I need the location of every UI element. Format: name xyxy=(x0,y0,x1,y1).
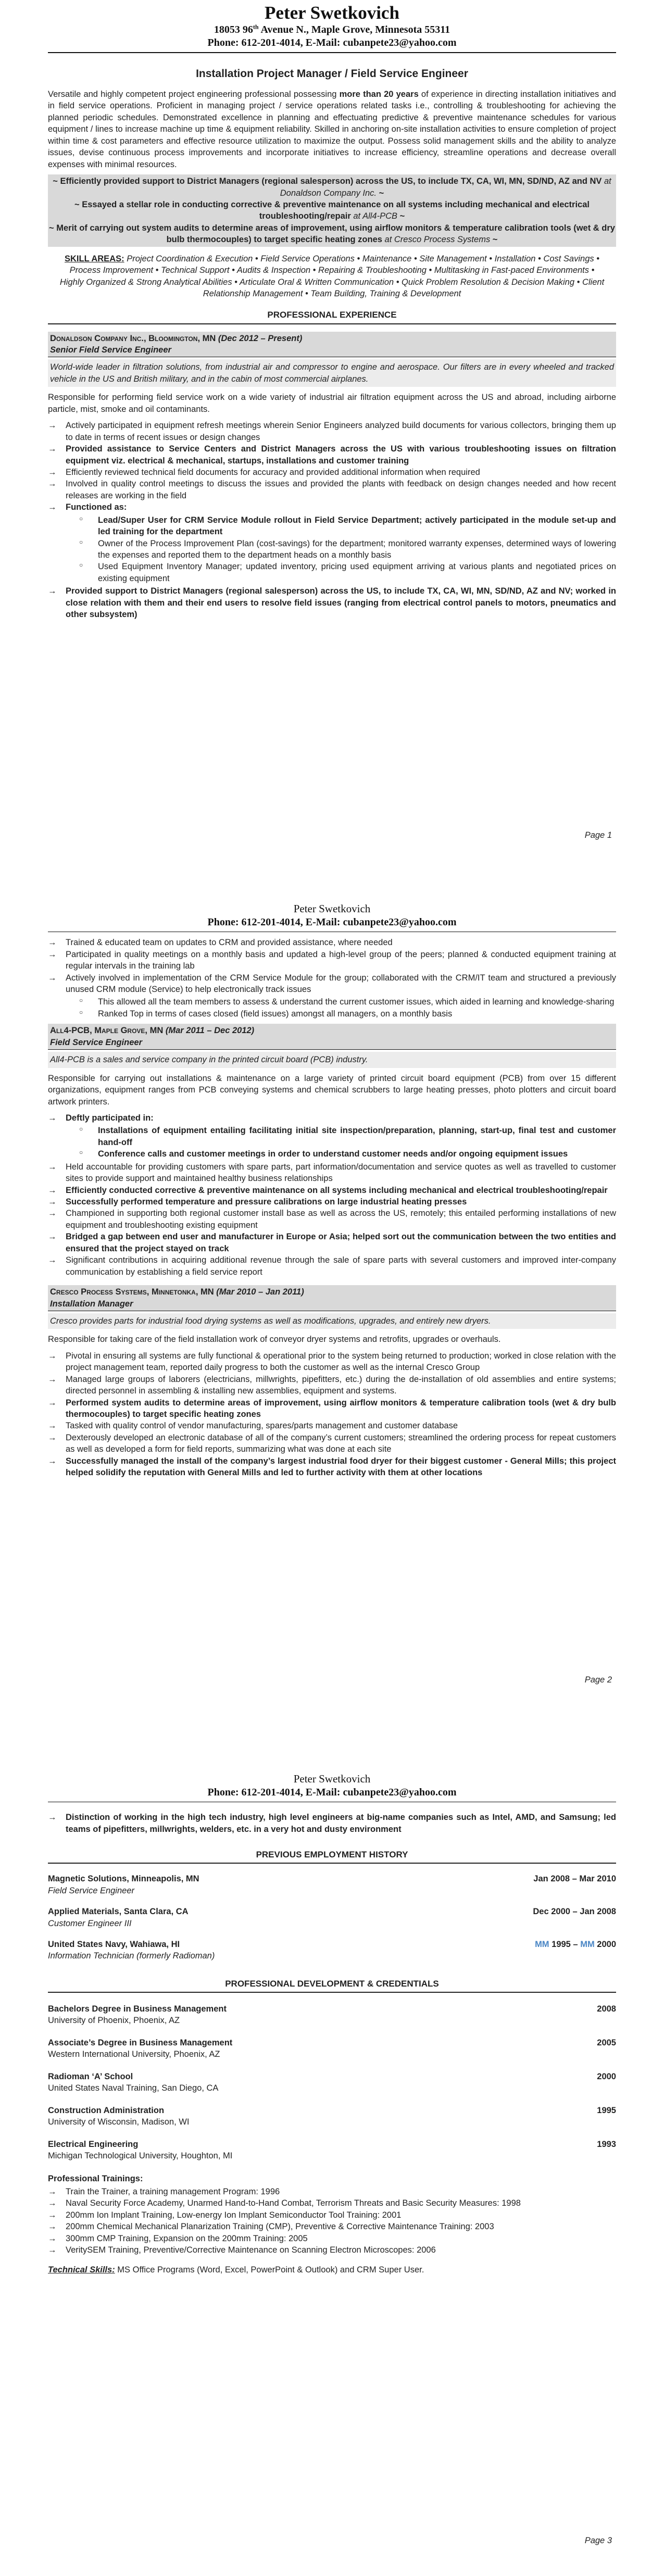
history-row: Applied Materials, Santa Clara, CA Customer Engineer III Dec 2000 – Jan 2008 xyxy=(48,1907,616,1928)
bullet-list xyxy=(48,420,616,620)
list-item: → VeritySEM Training, Preventive/Corrective Maintenance on Scanning Electron Microscopes: 2006 xyxy=(48,2244,616,2256)
resume-header xyxy=(48,3,616,49)
list-item: → 200mm Chemical Mechanical Planarization Training (CMP), Preventive & Corrective Maintenance Training: 2003 xyxy=(48,2221,616,2232)
trainings-list xyxy=(48,2186,616,2256)
candidate-name: Peter Swetkovich xyxy=(265,3,399,23)
list-item: → Actively involved in implementation of the CRM Service Module for the group; collaborated with the CRM/IT team and structured a previously unused CRM module (Service) to help electronically track issues ○ This allowed all the team members to assess & understand the current customer issues, which aided in learning and knowledge-sharing ○ Ranked Top in terms of cases closed (field issues) amongst all managers, on a monthly basis xyxy=(48,972,616,1020)
list-item: → 300mm CMP Training, Expansion on the 200mm Training: 2005 xyxy=(48,2233,616,2244)
page-header xyxy=(48,902,616,929)
contact-line: Phone: 612-201-4014, E-Mail: cubanpete23@yahoo.com xyxy=(207,916,457,928)
list-item: → Participated in quality meetings on a monthly basis and updated a high-level group of the peers; planned & conducted equipment training at regular intervals in the training lab xyxy=(48,949,616,972)
list-item: → Managed large groups of laborers (electricians, millwrights, pipefitters, etc.) during the de-installation of old assemblies and entire systems; directed personnel in assembling & installing new assemblies, equipment and systems. xyxy=(48,1374,616,1397)
sub-list-item: ○ Ranked Top in terms of cases closed (field issues) amongst all managers, on a monthly basis xyxy=(79,1008,616,1020)
job-header-cresco: Cresco Process Systems, Minnetonka, MN (Mar 2010 – Jan 2011) Installation Manager xyxy=(48,1285,616,1311)
section-heading-history: PREVIOUS EMPLOYMENT HISTORY xyxy=(48,1849,616,1864)
candidate-name: Peter Swetkovich xyxy=(293,1773,371,1785)
highlight-item: ~ Essayed a stellar role in conducting corrective & preventive maintenance on all systems including mechanical and electrical troubleshooting/repair at All4-PCB ~ xyxy=(74,199,590,221)
resume-page-1 xyxy=(0,0,664,863)
education-row: Associate’s Degree in Business Management Western International University, Phoenix, AZ 2005 xyxy=(48,2038,616,2059)
list-item: → Trained & educated team on updates to CRM and provided assistance, where needed xyxy=(48,937,616,948)
list-item: → Held accountable for providing customers with spare parts, part information/documentation and service quotes as well as travelled to customer sites to provide support and maintained healthy business relationships xyxy=(48,1161,616,1185)
education-row: Construction Administration University of Wisconsin, Madison, WI 1995 xyxy=(48,2105,616,2127)
resume-title: Installation Project Manager / Field Service Engineer xyxy=(196,67,468,80)
page-header xyxy=(48,1772,616,1799)
sub-list-item: ○ Installations of equipment entailing facilitating initial site inspection/preparation, planning, start-up, final test and customer hand-off xyxy=(79,1125,616,1148)
sub-list xyxy=(79,996,616,1020)
list-item: → Efficiently reviewed technical field documents for accuracy and provided additional information when required xyxy=(48,467,616,478)
bullet-list xyxy=(48,1112,616,1278)
sub-list-item: ○ Owner of the Process Improvement Plan (cost-savings) for the department; monitored warranty expenses, determined ways of lowering the expenses and reported them to the department heads on a monthly basis xyxy=(79,538,616,561)
sub-list-item: ○ Used Equipment Inventory Manager; updated inventory, pricing used equipment arriving at various plants and negotiated prices on existing equipment xyxy=(79,561,616,584)
job-responsibility: Responsible for carrying out installations & maintenance on a large variety of printed circuit board equipment (PCB) from over 15 different organizations, equipment ranges from PCB conveying systems and chemical scrubbers to large heating presses, photo plotters and circuit board artwork printers. xyxy=(48,1073,616,1107)
page-number: Page 3 xyxy=(584,2536,612,2545)
skill-areas: SKILL AREAS: Project Coordination & Execution • Field Service Operations • Maintenance • Site Management • Installation • Cost Savings • Process Improvement • Technical Support • Audits & Inspection • Repairing & Troubleshooting • Multitasking in Fast-paced Environments • Highly Organized & Strong Analytical Abilities • Articulate Oral & Written Communication • Quick Problem Resolution & Decision Making • Client Relationship Management • Team Building, Training & Development xyxy=(59,254,605,299)
list-item: → Actively participated in equipment refresh meetings wherein Senior Engineers analyzed build documents for various collectors, bringing them up to date in terms of recent issues or design changes xyxy=(48,420,616,443)
list-item: → Successfully performed temperature and pressure calibrations on large industrial heating presses xyxy=(48,1196,616,1208)
sub-list-item: ○ Lead/Super User for CRM Service Module rollout in Field Service Department; actively participated in the module set-up and led training for the department xyxy=(79,514,616,538)
highlights-block xyxy=(48,174,616,247)
list-item: → Tasked with quality control of vendor manufacturing, spares/parts management and customer database xyxy=(48,1420,616,1431)
history-row: Magnetic Solutions, Minneapolis, MN Field Service Engineer Jan 2008 – Mar 2010 xyxy=(48,1874,616,1895)
list-item: → Provided support to District Managers (regional salesperson) across the US, to include TX, CA, WI, MN, SD/ND, AZ and NV; worked in close relation with them and their end users to resolve field issues (ranging from electrical control panels to motors, pneumatics and other subsystem) xyxy=(48,585,616,620)
highlight-item: ~ Efficiently provided support to District Managers (regional salesperson) across the US, to include TX, CA, WI, MN, SD/ND, AZ and NV at Donaldson Company Inc. ~ xyxy=(53,177,611,198)
history-row: United States Navy, Wahiawa, HI Information Technician (formerly Radioman) MM 1995 – MM 2000 xyxy=(48,1940,616,1961)
list-item: → Successfully managed the install of the company’s largest industrial food dryer for their biggest customer - General Mills; this project helped solidify the reputation with General Mills and led to further activity with them at other locations xyxy=(48,1455,616,1479)
list-item: → Naval Security Force Academy, Unarmed Hand-to-Hand Combat, Terrorism Threats and Basic Security Measures: 1998 xyxy=(48,2197,616,2209)
bullet-list xyxy=(48,1812,616,1835)
bullet-list xyxy=(48,1350,616,1479)
resume-page-2 xyxy=(0,863,664,1733)
list-item: → Dexterously developed an electronic database of all of the company’s current customers; streamlined the ordering process for repeat customers as well as developed a form for field reports, summarizing what was done at each site xyxy=(48,1432,616,1455)
education-row: Electrical Engineering Michigan Technological University, Houghton, MI 1993 xyxy=(48,2139,616,2160)
list-item: → Efficiently conducted corrective & preventive maintenance on all systems including mechanical and electrical troubleshooting/repair xyxy=(48,1185,616,1196)
education-row: Radioman ‘A’ School United States Naval Training, San Diego, CA 2000 xyxy=(48,2071,616,2093)
sub-list xyxy=(79,514,616,585)
job-responsibility: Responsible for taking care of the field installation work of conveyor dryer systems and retrofits, upgrades or overhauls. xyxy=(48,1335,501,1344)
job-responsibility: Responsible for performing field service work on a wide variety of industrial air filtration equipment across the US and abroad, including airborne particle, mist, smoke and oil contaminants. xyxy=(48,393,616,414)
technical-skills-label: Technical Skills: xyxy=(48,2265,115,2275)
sub-list-item: ○ Conference calls and customer meetings in order to understand customer needs and/or ongoing equipment issues xyxy=(79,1148,616,1160)
header-divider xyxy=(48,52,616,53)
company-description: All4-PCB is a sales and service company in the printed circuit board (PCB) industry. xyxy=(48,1052,616,1067)
list-item: → Train the Trainer, a training management Program: 1996 xyxy=(48,2186,616,2197)
list-item: → Significant contributions in acquiring additional revenue through the sale of spare parts with several customers and improved inter-company communication by establishing a field service report xyxy=(48,1254,616,1278)
education-row: Bachelors Degree in Business Management University of Phoenix, Phoenix, AZ 2008 xyxy=(48,2004,616,2026)
skill-areas-label: SKILL AREAS: xyxy=(65,254,124,263)
page-number: Page 2 xyxy=(584,1675,612,1685)
trainings-heading: Professional Trainings: xyxy=(48,2174,143,2184)
sub-list-item: ○ This allowed all the team members to assess & understand the current customer issues, which aided in learning and knowledge-sharing xyxy=(79,996,616,1008)
address: 18053 96th Avenue N., Maple Grove, Minnesota 55311 xyxy=(214,22,450,35)
list-item: → Championed in supporting both regional customer install base as well as across the US, remotely; this entailed performing installations of new equipment and troubleshooting existing equipment xyxy=(48,1208,616,1231)
summary-paragraph: Versatile and highly competent project engineering professional possessing more than 20 years of experience in directing installation initiatives and in field service operations. Proficient in managing project / service operations related tasks i.e., controlling & troubleshooting for achieving the planned periodic schedules. Demonstrated excellence in planning and effectuating predictive & preventive maintenance schedules for various equipment / lines to increase machine up time & equipment reliability. Skilled in anchoring on-site installation activities to ensure completion of project within time & cost parameters and effective resource utilization to maximize the output. Possess solid management skills and the ability to analyze issues, devise continuous process improvements and incorporate initiatives to increase efficiency, streamline operations and decrease overall expenses with minimal resources. xyxy=(48,90,616,169)
sub-list xyxy=(79,1125,616,1160)
company-description: Cresco provides parts for industrial food drying systems as well as modifications, upgrades, and entirely new dryers. xyxy=(48,1313,616,1329)
resume-page-3 xyxy=(0,1733,664,2576)
list-item: → Bridged a gap between end user and manufacturer in Europe or Asia; helped sort out the communication between the two entities and ensured that the project stayed on track xyxy=(48,1231,616,1254)
list-item: → Functioned as: ○ Lead/Super User for CRM Service Module rollout in Field Service Department; actively participated in the module set-up and led training for the department ○ Owner of the Process Improvement Plan (cost-savings) for the department; monitored warranty expenses, determined ways of lowering the expenses and reported them to the department heads on a monthly basis ○ Used Equipment Inventory Manager; updated inventory, pricing used equipment arriving at various plants and negotiated prices on existing equipment xyxy=(48,501,616,584)
list-item: → Performed system audits to determine areas of improvement, using airflow monitors & temperature calibration tools (wet & dry bulb thermocouples) to target specific heating zones xyxy=(48,1397,616,1421)
list-item: → Pivotal in ensuring all systems are fully functional & operational prior to the system being returned to production; worked in close relation with the project management team, reported daily progress to both the customer as well as the internal Cresco Group xyxy=(48,1350,616,1374)
company-description: World-wide leader in filtration solutions, from industrial air and compressor to engine and aerospace. Our filters are in every wheeled and tracked vehicle in the US and British military, and in the cabin of most commercial airplanes. xyxy=(48,359,616,387)
highlight-item: ~ Merit of carrying out system audits to determine areas of improvement, using airflow monitors & temperature calibration tools (wet & dry bulb thermocouples) to target specific heating zones at Cresco Process Systems ~ xyxy=(49,223,615,245)
page-number: Page 1 xyxy=(584,831,612,840)
list-item: → 200mm Ion Implant Training, Low-energy Ion Implant Semiconductor Tool Training: 2001 xyxy=(48,2209,616,2221)
section-heading-experience: PROFESSIONAL EXPERIENCE xyxy=(48,309,616,324)
candidate-name: Peter Swetkovich xyxy=(293,902,371,915)
technical-skills: Technical Skills: MS Office Programs (Word, Excel, PowerPoint & Outlook) and CRM Super User. xyxy=(48,2265,424,2275)
job-header-all4pcb: All4-PCB, Maple Grove, MN (Mar 2011 – Dec 2012) Field Service Engineer xyxy=(48,1024,616,1050)
list-item: → Deftly participated in: ○ Installations of equipment entailing facilitating initial site inspection/preparation, planning, start-up, final test and customer hand-off ○ Conference calls and customer meetings in order to understand customer needs and/or ongoing equipment issues xyxy=(48,1112,616,1160)
list-item: → Distinction of working in the high tech industry, high level engineers at big-name companies such as Intel, AMD, and Samsung; led teams of pipefitters, millwrights, welders, etc. in a very hot and dusty environment xyxy=(48,1812,616,1835)
bullet-list xyxy=(48,937,616,1020)
job-header-donaldson: Donaldson Company Inc., Bloomington, MN (Dec 2012 – Present) Senior Field Service Engineer xyxy=(48,332,616,358)
contact-line: Phone: 612-201-4014, E-Mail: cubanpete23@yahoo.com xyxy=(207,36,457,48)
section-heading-development: PROFESSIONAL DEVELOPMENT & CREDENTIALS xyxy=(48,1978,616,1993)
list-item: → Involved in quality control meetings to discuss the issues and provided the plants with feedback on design changes needed and how recent releases are working in the field xyxy=(48,478,616,501)
contact-line: Phone: 612-201-4014, E-Mail: cubanpete23@yahoo.com xyxy=(207,1787,457,1799)
list-item: → Provided assistance to Service Centers and District Managers across the US with various troubleshooting issues on filtration equipment viz. electrical & mechanical, startups, installations and customer training xyxy=(48,443,616,467)
